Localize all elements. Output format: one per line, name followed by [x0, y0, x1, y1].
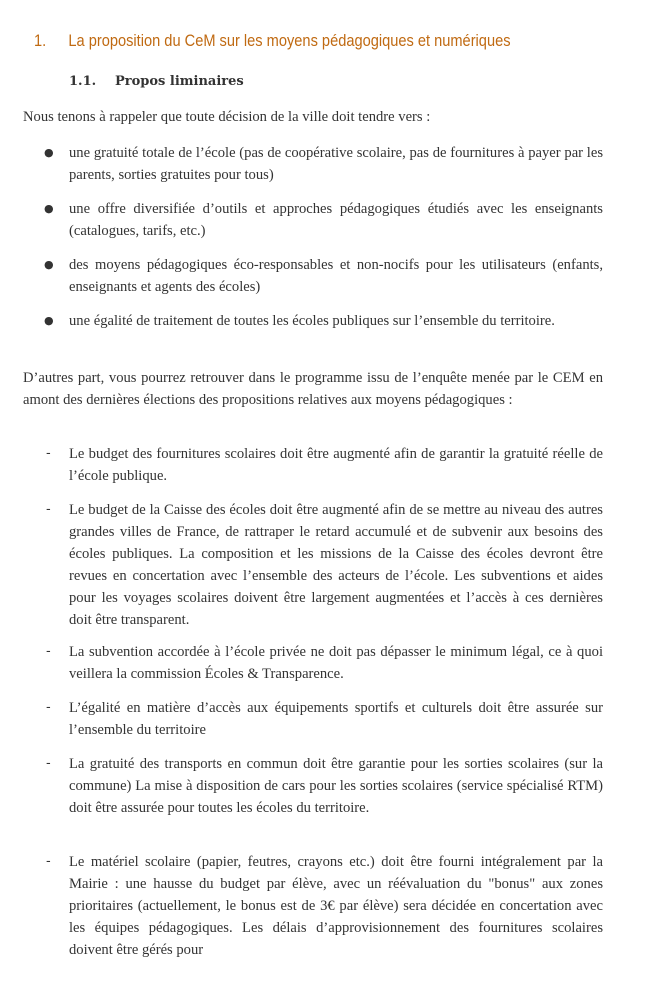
bullet-marker: ● [44, 146, 54, 159]
bullet-item: une gratuité totale de l’école (pas de coopérative scolaire, pas de fournitures à payer par les parents, sorties gratuites pour tous) [69, 145, 603, 183]
dash-item: L’égalité en matière d’accès aux équipements sportifs et culturels doit être assurée sur l’ensemble du territoire [69, 700, 603, 738]
dash-item: La gratuité des transports en commun doit être garantie pour les sorties scolaires (sur la commune) La mise à disposition de cars pour les sorties scolaires (service spécialisé RTM) doit être assurée pour toutes les écoles du territoire. [69, 756, 603, 816]
body-paragraph: D’autres part, vous pourrez retrouver dans le programme issu de l’enquête menée par le CEM en amont des dernières élections des propositions relatives aux moyens pédagogiques : [23, 370, 603, 408]
bullet-item: une offre diversifiée d’outils et approches pédagogiques étudiés avec les enseignants (catalogues, tarifs, etc.) [69, 201, 603, 239]
bullet-marker: ● [44, 202, 54, 215]
dash-item: La subvention accordée à l’école privée ne doit pas dépasser le minimum légal, ce à quoi veillera la commission Écoles & Transparence. [69, 644, 603, 682]
bullet-marker: ● [44, 258, 54, 271]
dash-marker: - [46, 854, 51, 869]
subsection-number: 1.1. [69, 74, 97, 89]
section-title: La proposition du CeM sur les moyens pédagogiques et numériques [68, 31, 511, 50]
bullet-item: des moyens pédagogiques éco-responsables et non-nocifs pour les utilisateurs (enfants, enseignants et agents des écoles) [69, 257, 603, 295]
dash-item: Le budget des fournitures scolaires doit être augmenté afin de garantir la gratuité réelle de l’école publique. [69, 446, 603, 484]
bullet-item: une égalité de traitement de toutes les écoles publiques sur l’ensemble du territoire. [69, 313, 555, 329]
bullet-marker: ● [44, 314, 54, 327]
dash-item: Le matériel scolaire (papier, feutres, crayons etc.) doit être fourni intégralement par la Mairie : une hausse du budget par élève, avec un réévaluation du "bonus" aux zones prioritaires (actuellement, le bonus est de 3€ par élève) sera décidée en concertation avec les équipes pédagogiques. Les délais d’approvisionnement des fournitures scolaires doivent être gérés pour [69, 854, 603, 958]
subsection-title: Propos liminaires [115, 74, 244, 89]
dash-marker: - [46, 644, 51, 659]
dash-marker: - [46, 756, 51, 771]
dash-item: Le budget de la Caisse des écoles doit être augmenté afin de se mettre au niveau des autres grandes villes de France, de rattraper le retard accumulé et de subvenir aux besoins des écoles publiques. La composition et les missions de la Caisse des écoles devront être revues en concertation avec l’ensemble des acteurs de l’école. Les subventions et aides pour les voyages scolaires doivent être largement augmentées et l’accès à ces dernières doit être transparent. [69, 502, 603, 628]
dash-marker: - [46, 700, 51, 715]
subsection-heading [69, 74, 244, 89]
dash-marker: - [46, 446, 51, 461]
section-number: 1. [34, 31, 47, 50]
dash-marker: - [46, 502, 51, 517]
intro-paragraph: Nous tenons à rappeler que toute décision de la ville doit tendre vers : [23, 109, 431, 125]
